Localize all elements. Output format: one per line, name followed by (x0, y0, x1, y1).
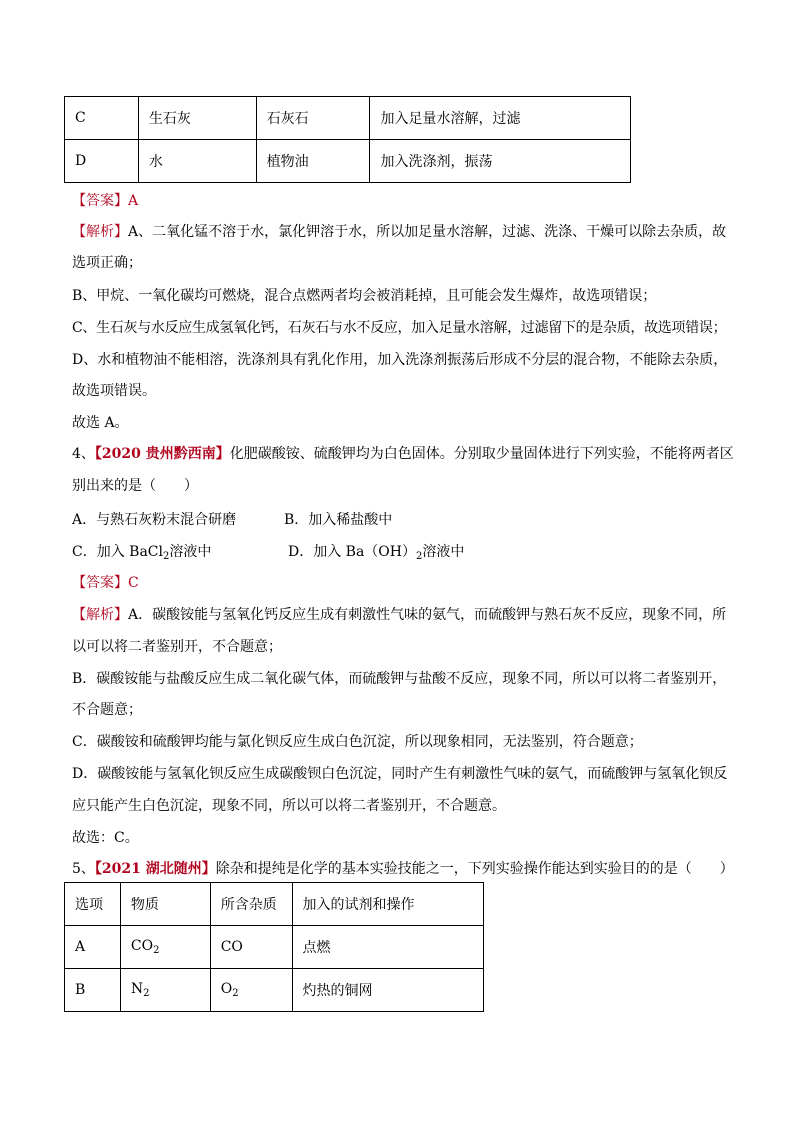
q3-analysis-line: 故选项错误。 (72, 383, 156, 399)
q4-analysis-line (72, 604, 726, 624)
subscript: 2 (143, 988, 150, 999)
analysis-tag: 【解析】 (72, 224, 128, 240)
option-text: 溶液中 (169, 544, 212, 560)
question-number: 5、 (72, 861, 95, 877)
table-cell: 植物油 (256, 140, 370, 183)
formula: CO (130, 938, 154, 954)
q3-conclusion: 故选 A。 (72, 415, 129, 431)
table-cell: D (65, 140, 139, 183)
q3-answer (72, 190, 138, 210)
answer-tag: 【答案】 (72, 193, 128, 209)
table-header: 加入的试剂和操作 (292, 883, 483, 926)
q3-analysis-line: D、水和植物油不能相溶，洗涤剂具有乳化作用，加入洗涤剂振荡后形成不分层的混合物，不能除去杂质， (72, 352, 728, 368)
table-cell: 加入洗涤剂，振荡 (370, 140, 631, 183)
q4-stem (72, 443, 734, 463)
answer-value: A (128, 193, 139, 209)
table-cell (210, 969, 292, 1012)
table-cell: A (65, 926, 121, 969)
table-header-row (65, 883, 484, 926)
table-cell: CO (210, 926, 292, 969)
q4-stem-cont: 别出来的是（ ） (72, 478, 198, 494)
question-text: 化肥碳酸铵、硫酸钾均为白色固体。分别取少量固体进行下列实验，不能将两者区 (229, 446, 734, 462)
option-text: D．加入 Ba（OH） (288, 544, 416, 560)
q3-analysis-line: B、甲烷、一氧化碳均可燃烧，混合点燃两者均会被消耗掉，且可能会发生爆炸，故选项错误； (72, 288, 657, 304)
subscript: 2 (232, 988, 239, 999)
q4-conclusion: 故选：C。 (72, 830, 139, 846)
q4-analysis-line: C．碳酸铵和硫酸钾均能与氯化钡反应生成白色沉淀，所以现象相同，无法鉴别，符合题意； (72, 734, 643, 750)
table-row (65, 97, 631, 140)
options-table-continued (64, 96, 631, 183)
analysis-text: A、二氧化锰不溶于水，氯化钾溶于水，所以加足量水溶解，过滤、洗涤、干燥可以除去杂质，故 (128, 224, 727, 240)
table-cell (120, 926, 210, 969)
table-header: 选项 (65, 883, 121, 926)
q4-answer (72, 572, 139, 592)
q4-analysis-line: 以可以将二者鉴别开，不合题意； (72, 639, 282, 655)
table-cell: 加入足量水溶解，过滤 (370, 97, 631, 140)
question-source: 【2020 贵州黔西南】 (94, 446, 230, 462)
question-source: 【2021 湖北随州】 (94, 861, 216, 877)
q3-analysis-line: 选项正确； (72, 255, 142, 271)
subscript: 2 (416, 551, 423, 562)
subscript: 2 (163, 551, 170, 562)
answer-tag: 【答案】 (72, 575, 128, 591)
q5-stem (72, 858, 734, 878)
q4-option-b: B．加入稀盐酸中 (284, 512, 393, 528)
question-text: 除杂和提纯是化学的基本实验技能之一，下列实验操作能达到实验目的的是（ ） (215, 861, 734, 877)
option-text: C．加入 BaCl (72, 544, 163, 560)
q4-analysis-line: B．碳酸铵能与盐酸反应生成二氧化碳气体，而硫酸钾与盐酸不反应，现象不同，所以可以将二者鉴别开， (72, 671, 727, 687)
q4-option-c (72, 541, 211, 562)
table-cell: 灼热的铜网 (292, 969, 483, 1012)
formula: O (220, 981, 233, 997)
q4-analysis-line: 应只能产生白色沉淀，现象不同，所以可以将二者鉴别开，不合题意。 (72, 798, 506, 814)
table-cell: 点燃 (292, 926, 483, 969)
table-cell: 水 (138, 140, 256, 183)
question-number: 4、 (72, 446, 95, 462)
table-cell: C (65, 97, 139, 140)
table-cell (120, 969, 210, 1012)
table-row (65, 969, 484, 1012)
options-table (64, 882, 484, 1012)
table-cell: 生石灰 (138, 97, 256, 140)
q4-option-a: A．与熟石灰粉末混合研磨 (72, 512, 237, 528)
q4-analysis-line: 不合题意； (72, 702, 142, 718)
q3-analysis-line (72, 221, 726, 241)
analysis-tag: 【解析】 (72, 607, 128, 623)
table-row (65, 140, 631, 183)
answer-value: C (128, 575, 139, 591)
analysis-text: A．碳酸铵能与氢氧化钙反应生成有刺激性气味的氨气，而硫酸钾与熟石灰不反应，现象不同，所 (128, 607, 727, 623)
q4-analysis-line: D．碳酸铵能与氢氧化钡反应生成碳酸钡白色沉淀，同时产生有刺激性气味的氨气，而硫酸钾与氢氧化钡反 (72, 766, 728, 782)
table-cell: 石灰石 (256, 97, 370, 140)
q3-analysis-line: C、生石灰与水反应生成氢氧化钙，石灰石与水不反应，加入足量水溶解，过滤留下的是杂质，故选项错误； (72, 320, 727, 336)
formula: N (130, 981, 144, 997)
table-row (65, 926, 484, 969)
q4-option-d (288, 541, 464, 562)
table-header: 所含杂质 (210, 883, 292, 926)
table-header: 物质 (120, 883, 210, 926)
table-cell: B (65, 969, 121, 1012)
subscript: 2 (153, 945, 160, 956)
option-text: 溶液中 (422, 544, 465, 560)
